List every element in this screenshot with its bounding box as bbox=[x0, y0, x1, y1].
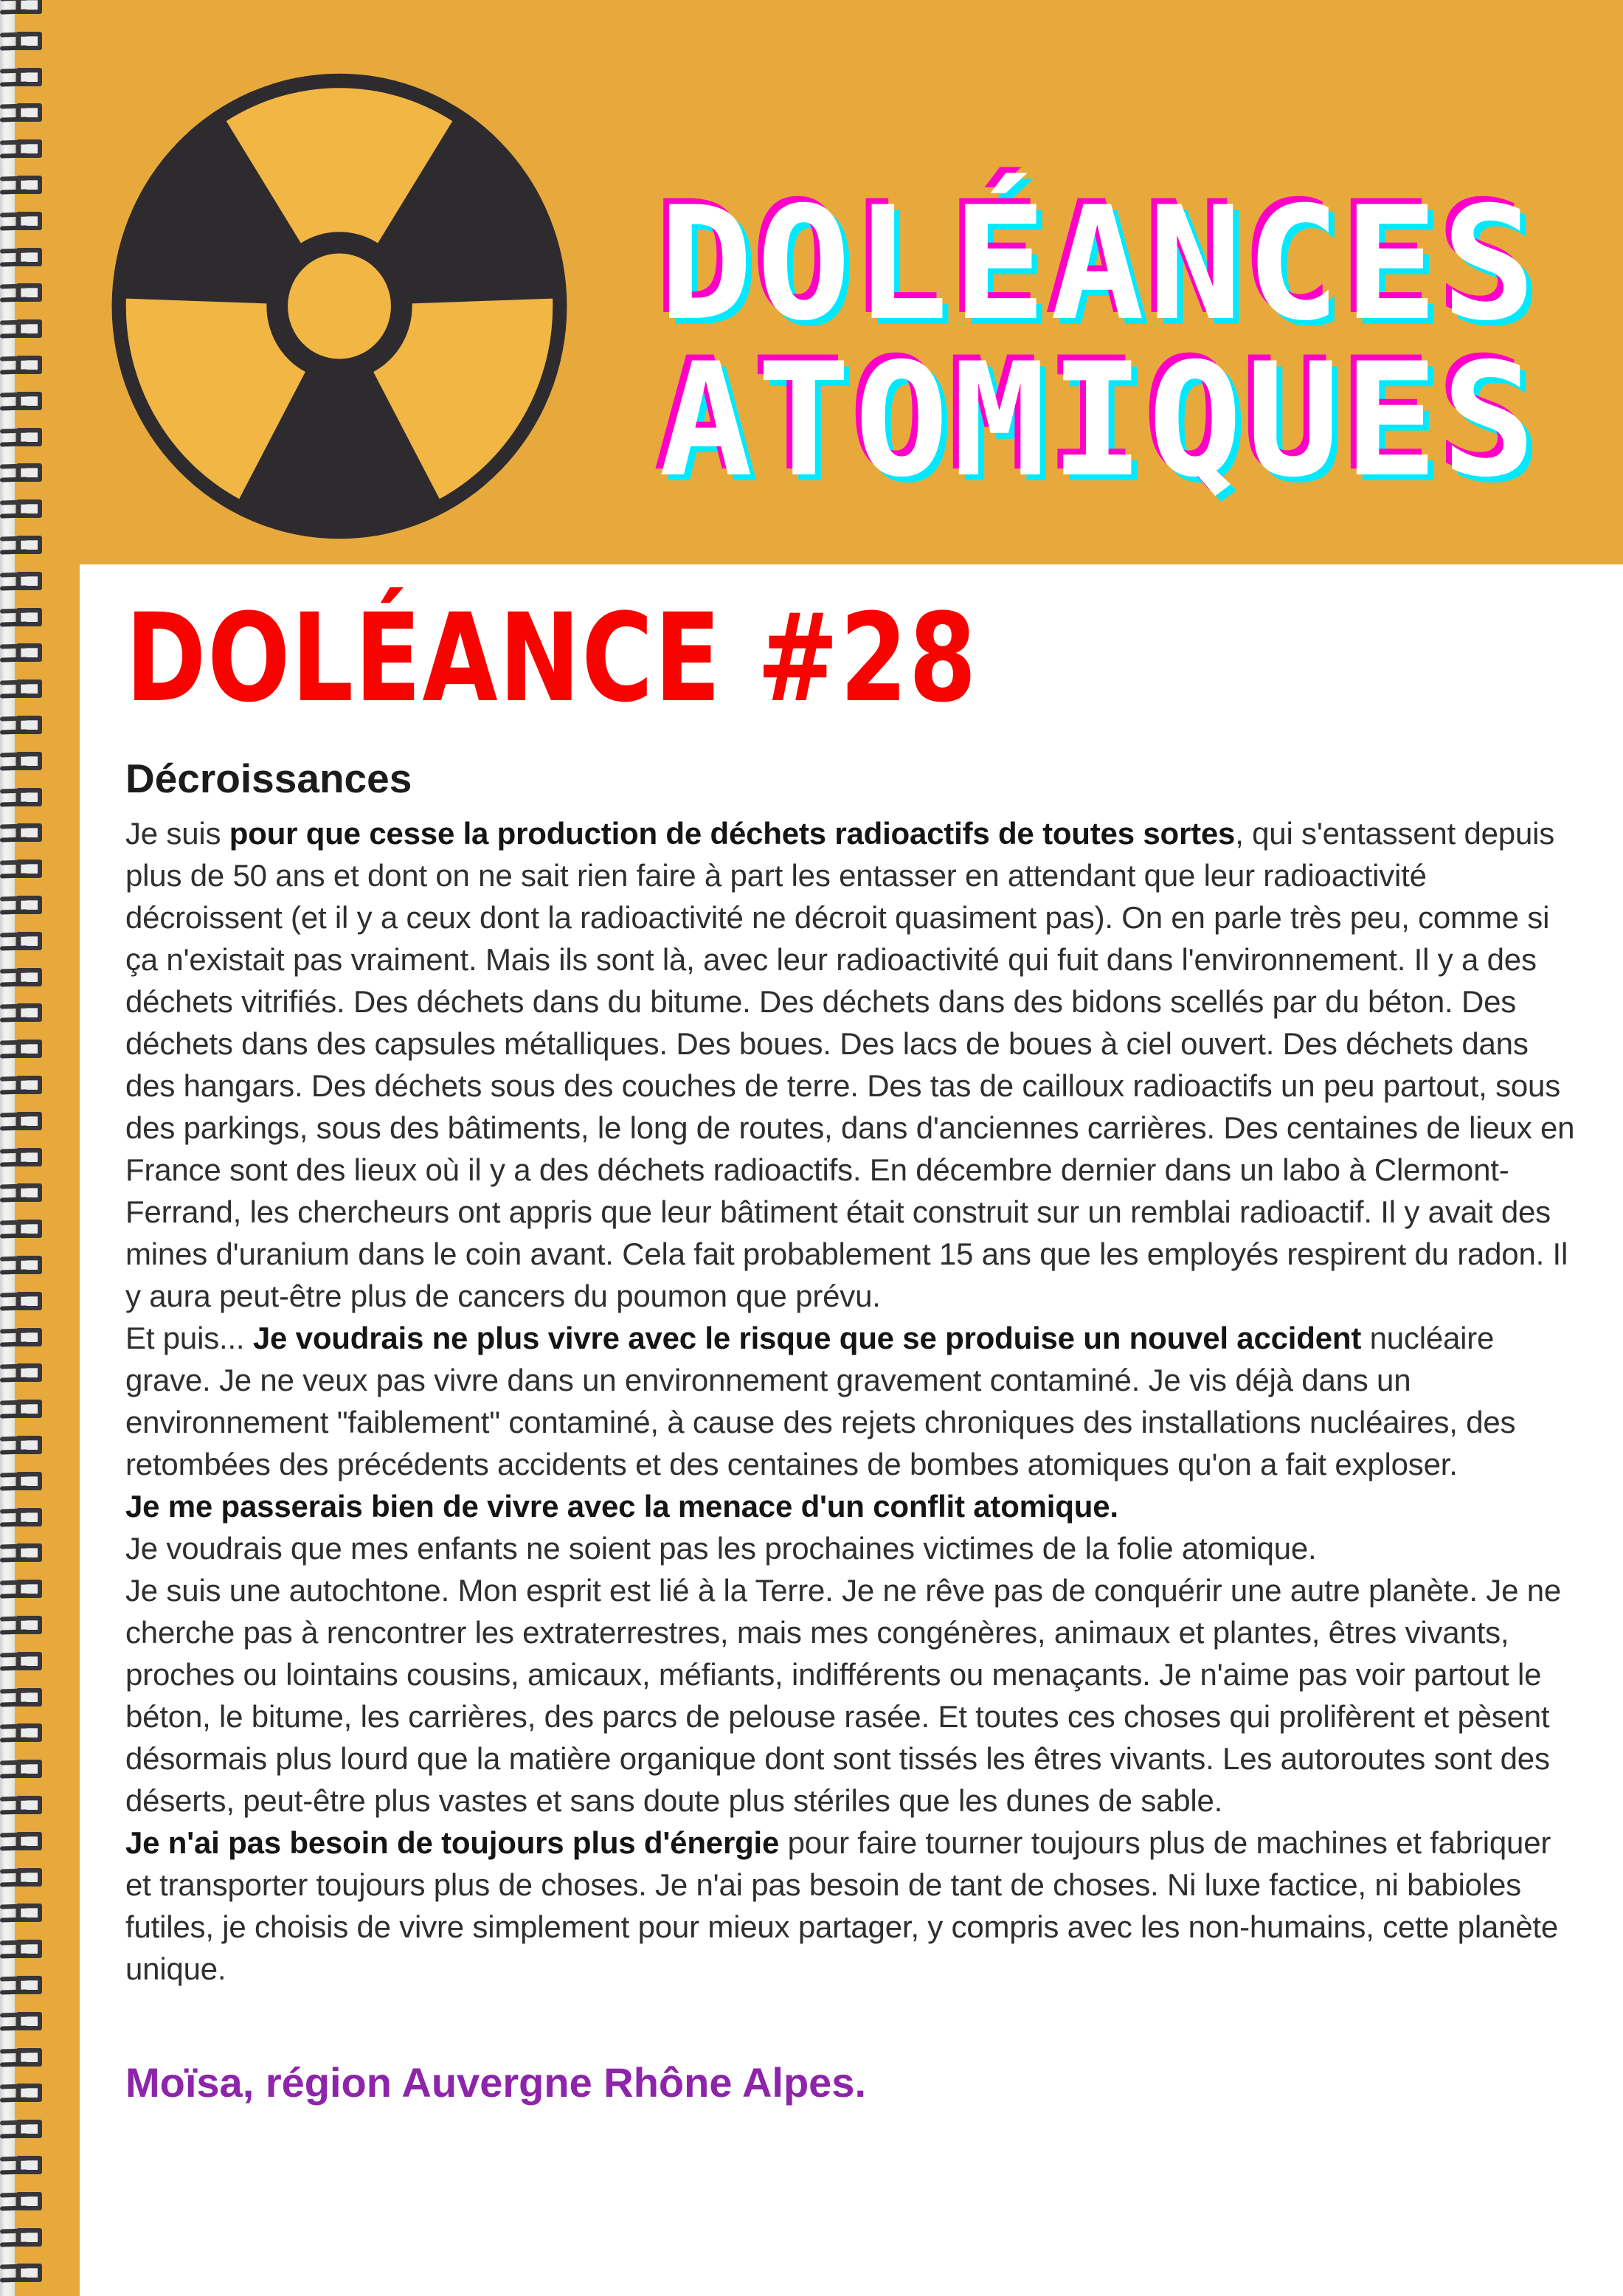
spiral-coil bbox=[0, 1256, 43, 1274]
spiral-coil bbox=[0, 356, 43, 374]
spiral-coil bbox=[0, 1652, 43, 1670]
spiral-coil bbox=[0, 536, 43, 554]
spiral-coil bbox=[0, 752, 43, 770]
spiral-coil bbox=[0, 1363, 43, 1382]
header-title-line1: DOLÉANCES bbox=[659, 173, 1540, 355]
doleance-number-title: DOLÉANCE #28 bbox=[125, 587, 978, 729]
spiral-coil bbox=[0, 1760, 43, 1778]
spiral-coil bbox=[0, 1400, 43, 1418]
spiral-coil bbox=[0, 1328, 43, 1346]
spiral-coil bbox=[0, 1796, 43, 1814]
spiral-coil bbox=[0, 2264, 43, 2282]
spiral-coil bbox=[0, 319, 43, 338]
spiral-coil bbox=[0, 68, 43, 86]
spiral-coil bbox=[0, 572, 43, 590]
spiral-coil bbox=[0, 2156, 43, 2174]
spiral-coil bbox=[0, 1076, 43, 1094]
spiral-coil bbox=[0, 2048, 43, 2067]
spiral-coil bbox=[0, 1940, 43, 1958]
spiral-coil bbox=[0, 1832, 43, 1850]
spiral-coil bbox=[0, 716, 43, 734]
header-title-line2: ATOMIQUES bbox=[659, 329, 1540, 511]
spiral-coil bbox=[0, 428, 43, 446]
spiral-coil bbox=[0, 1580, 43, 1598]
spiral-coil bbox=[0, 248, 43, 266]
spiral-coil bbox=[0, 103, 43, 122]
spiral-coil bbox=[0, 1472, 43, 1490]
spiral-coil bbox=[0, 1148, 43, 1166]
body-paragraph: Je suis une autochtone. Mon esprit est lié à la Terre. Je ne rêve pas de conquérir une autre planète. Je ne cherche pas à rencontrer les extraterrestres, mais mes congénères, animaux et plantes, êtres vivants, proches ou lointains cousins, amicaux, méfiants, indifférents ou menaçants. Je n'aime pas voir partout le béton, le bitume, les carrières, des parcs de pelouse rasée. Et toutes ces choses qui prolifèrent et pèsent désormais plus lourd que la matière organique dont sont tissés les êtres vivants. Les autoroutes sont des déserts, peut-être plus vastes et sans doute plus stériles que les dunes de sable. bbox=[125, 1573, 1562, 1818]
body-paragraph: Je n'ai pas besoin de toujours plus d'énergie pour faire tourner toujours plus de machines et fabriquer et transporter toujours plus de choses. Je n'ai pas besoin de tant de choses. Ni luxe factice, ni babioles futiles, je choisis de vivre simplement pour mieux partager, y compris avec les non-humains, cette planète unique. bbox=[125, 1825, 1559, 1986]
spiral-coil bbox=[0, 823, 43, 842]
spiral-coil bbox=[0, 1183, 43, 1202]
content-sheet bbox=[80, 564, 1623, 2296]
spiral-coil bbox=[0, 1868, 43, 1887]
signature-line: Moïsa, région Auvergne Rhône Alpes. bbox=[125, 2059, 867, 2106]
spiral-coil bbox=[0, 1292, 43, 1310]
spiral-coil bbox=[0, 1003, 43, 1022]
spiral-coil bbox=[0, 1436, 43, 1454]
spiral-coil bbox=[0, 463, 43, 482]
spiral-coil bbox=[0, 643, 43, 662]
spiral-coil bbox=[0, 1903, 43, 1922]
body-paragraph: Et puis... Je voudrais ne plus vivre avec le risque que se produise un nouvel accident nucléaire grave. Je ne veux pas vivre dans un environnement gravement contaminé. Je vis déjà dans un environnement "faiblement" contaminé, à cause des rejets chroniques des installations nucléaires, des retombées des précédents accidents et des centaines de bombes atomiques qu'on a fait exploser. bbox=[125, 1321, 1516, 1481]
body-paragraph: Je me passerais bien de vivre avec la menace d'un conflit atomique. bbox=[125, 1489, 1118, 1524]
spiral-coil bbox=[0, 139, 43, 158]
spiral-coil bbox=[0, 1976, 43, 1994]
body-paragraph: Je voudrais que mes enfants ne soient pas les prochaines victimes de la folie atomique. bbox=[125, 1531, 1317, 1566]
spiral-coil bbox=[0, 2084, 43, 2102]
header-title bbox=[659, 173, 1540, 511]
spiral-coil bbox=[0, 1688, 43, 1707]
spiral-coil bbox=[0, 1543, 43, 1562]
spiral-coil bbox=[0, 2120, 43, 2138]
spiral-coil bbox=[0, 1508, 43, 1526]
spiral-binding-coils bbox=[0, 0, 46, 2296]
doleance-heading: Décroissances bbox=[125, 755, 412, 801]
spiral-coil bbox=[0, 2192, 43, 2210]
spiral-coil bbox=[0, 32, 43, 50]
spiral-coil bbox=[0, 788, 43, 806]
doleance-body bbox=[80, 812, 1623, 1990]
spiral-coil bbox=[0, 608, 43, 626]
radiation-trefoil-icon bbox=[105, 66, 574, 546]
spiral-coil bbox=[0, 968, 43, 986]
spiral-coil bbox=[0, 212, 43, 230]
spiral-coil bbox=[0, 283, 43, 302]
spiral-coil bbox=[0, 499, 43, 518]
spiral-coil bbox=[0, 680, 43, 698]
spiral-coil bbox=[0, 896, 43, 914]
body-paragraph: Je suis pour que cesse la production de déchets radioactifs de toutes sortes, qui s'entassent depuis plus de 50 ans et dont on ne sait rien faire à part les entasser en attendant que leur radioactivité décroissent (et il y a ceux dont la radioactivité ne décroit quasiment pas). On en parle très peu, comme si ça n'existait pas vraiment. Mais ils sont là, avec leur radioactivité qui fuit dans l'environnement. Il y a des déchets vitrifiés. Des déchets dans du bitume. Des déchets dans des bidons scellés par du béton. Des déchets dans des capsules métalliques. Des boues. Des lacs de boues à ciel ouvert. Des déchets dans des hangars. Des déchets sous des couches de terre. Des tas de cailloux radioactifs un peu partout, sous des parkings, sous des bâtiments, le long de routes, dans d'anciennes carrières. Des centaines de lieux en France sont des lieux où il y a des déchets radioactifs. En décembre dernier dans un labo à Clermont-Ferrand, les chercheurs ont appris que leur bâtiment était construit sur un remblai radioactif. Il y avait des mines d'uranium dans le coin avant. Cela fait probablement 15 ans que les employés respirent du radon. Il y aura peut-être plus de cancers du poumon que prévu. bbox=[125, 816, 1575, 1313]
spiral-coil bbox=[0, 0, 43, 14]
spiral-coil bbox=[0, 1220, 43, 1238]
spiral-coil bbox=[0, 1112, 43, 1130]
spiral-coil bbox=[0, 1723, 43, 1742]
spiral-coil bbox=[0, 2228, 43, 2247]
spiral-coil bbox=[0, 1040, 43, 1058]
spiral-coil bbox=[0, 2012, 43, 2030]
spiral-coil bbox=[0, 1616, 43, 1634]
spiral-coil bbox=[0, 392, 43, 410]
spiral-coil bbox=[0, 176, 43, 194]
spiral-coil bbox=[0, 860, 43, 878]
spiral-coil bbox=[0, 932, 43, 950]
